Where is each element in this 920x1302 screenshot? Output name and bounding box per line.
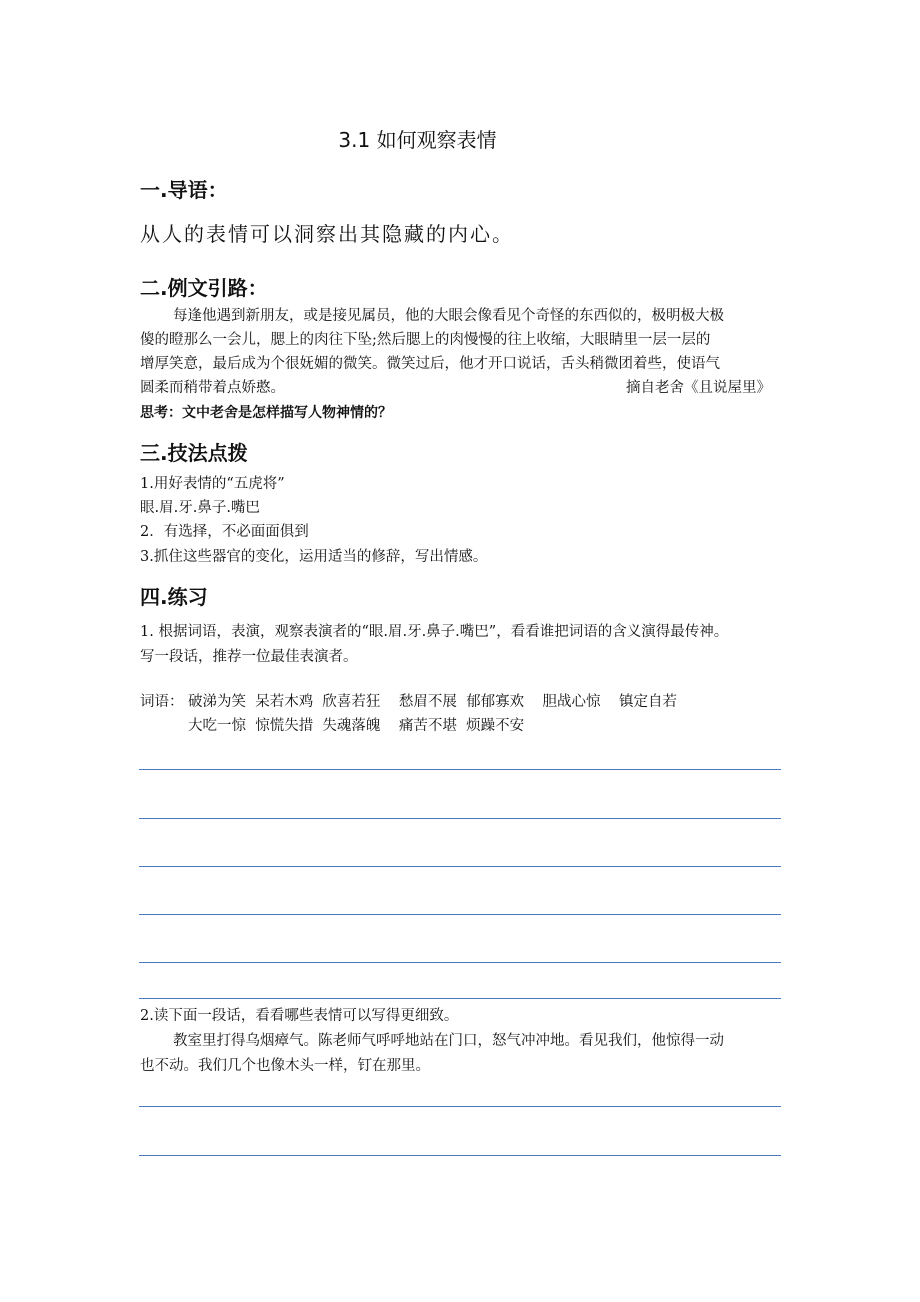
intro-text: 从人的表情可以洞察出其隐藏的内心。 xyxy=(140,222,514,246)
section-heading-technique: 三.技法点拨 xyxy=(140,441,248,465)
example-line-2: 傻的瞪那么一会儿，腮上的肉往下坠;然后腮上的肉慢慢的往上收缩，大眼睛里一层一层的 xyxy=(140,332,711,348)
practice-q2-title: 2.读下面一段话，看看哪些表情可以写得更细致。 xyxy=(140,1008,459,1024)
practice-q1-line-1: 1. 根据词语，表演，观察表演者的“眼.眉.牙.鼻子.嘴巴”，看看谁把词语的含义演得最传神。 xyxy=(140,624,729,640)
technique-item: 1.用好表情的“五虎将” xyxy=(140,476,285,492)
section-heading-intro: 一.导语： xyxy=(140,178,228,202)
answer-line[interactable] xyxy=(139,962,781,963)
example-line-1: 每逢他遇到新朋友，或是接见属员，他的大眼会像看见个奇怪的东西似的，极明极大极 xyxy=(173,308,724,324)
section-heading-practice: 四.练习 xyxy=(140,585,208,609)
practice-q2-line-1: 教室里打得乌烟瘴气。陈老师气呼呼地站在门口，怒气冲冲地。看见我们，他惊得一动 xyxy=(173,1033,724,1049)
answer-line[interactable] xyxy=(139,866,781,867)
words-row-1: 破涕为笑 呆若木鸡 欣喜若狂 愁眉不展 郁郁寡欢 胆战心惊 镇定自若 xyxy=(188,694,677,710)
answer-line[interactable] xyxy=(139,769,781,770)
answer-line[interactable] xyxy=(139,914,781,915)
answer-line[interactable] xyxy=(139,998,781,999)
technique-item: 2．有选择，不必面面俱到 xyxy=(140,524,309,540)
answer-line[interactable] xyxy=(139,1106,781,1107)
example-source: 摘自老舍《且说屋里》 xyxy=(626,380,771,396)
practice-q2-line-2: 也不动。我们几个也像木头一样，钉在那里。 xyxy=(140,1058,430,1074)
example-line-3: 增厚笑意，最后成为个很妩媚的微笑。微笑过后，他才开口说话，舌头稍微团着些，使语气 xyxy=(140,356,720,372)
example-question: 思考：文中老舍是怎样描写人物神情的？ xyxy=(140,405,392,421)
answer-line[interactable] xyxy=(139,818,781,819)
practice-q1-line-2: 写一段话，推荐一位最佳表演者。 xyxy=(140,649,358,665)
words-label: 词语： xyxy=(140,694,184,710)
page-title: 3.1 如何观察表情 xyxy=(338,128,497,152)
words-row-2: 大吃一惊 惊慌失措 失魂落魄 痛苦不堪 烦躁不安 xyxy=(188,718,525,734)
technique-item: 眼.眉.牙.鼻子.嘴巴 xyxy=(140,500,260,516)
example-line-4: 圆柔而稍带着点娇憨。 xyxy=(140,380,285,396)
section-heading-example: 二.例文引路： xyxy=(140,276,268,300)
technique-item: 3.抓住这些器官的变化，运用适当的修辞，写出情感。 xyxy=(140,549,488,565)
answer-line[interactable] xyxy=(139,1155,781,1156)
